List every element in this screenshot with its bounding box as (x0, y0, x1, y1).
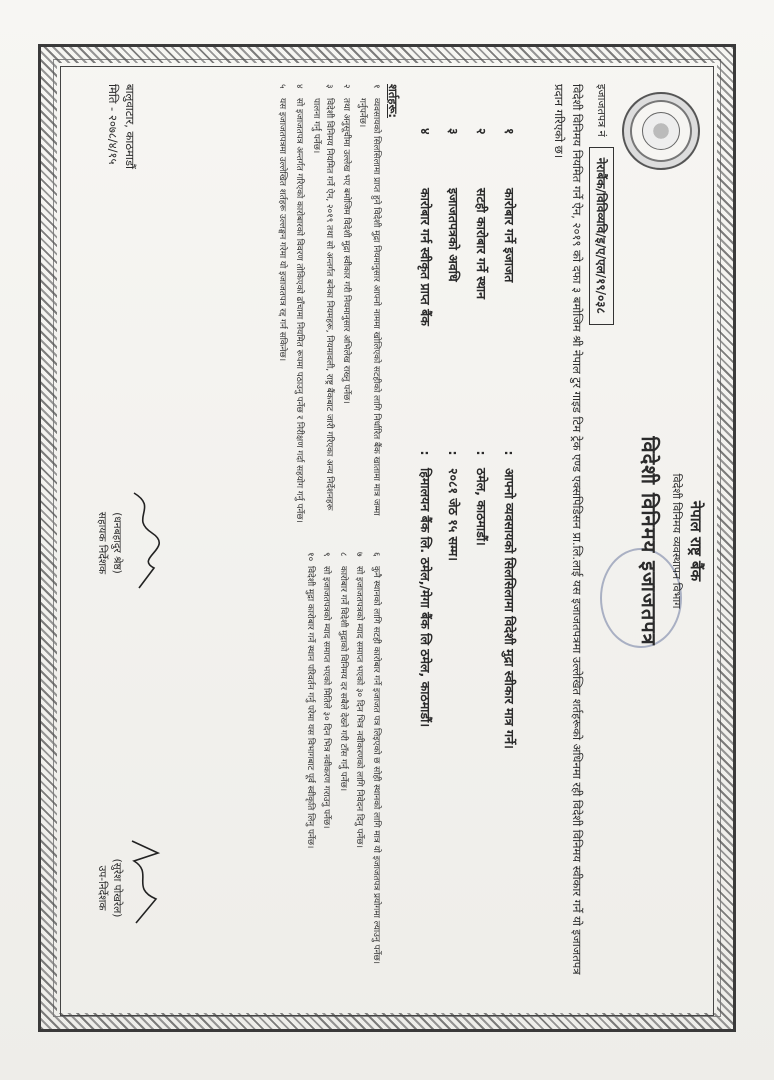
condition-item (291, 84, 305, 530)
detail-number: ४ (418, 128, 434, 135)
detail-label: इजाजतपत्रको अवधि (446, 188, 462, 282)
signature-block-assistant-director (94, 468, 164, 618)
detail-value: २०८१ जेठ १५ सम्म। (446, 468, 462, 561)
detail-number: ३ (446, 128, 462, 135)
condition-number: ४ (294, 84, 305, 89)
detail-row (468, 128, 496, 988)
intro-paragraph: विदेशी विनिमय नियमित गर्ने ऐन, २०१९ को दफा ३ बमोजिम श्री नेपाल टुर गाइड टिम ट्रेक एण्ड एक्सपिडिसन प्रा.लि.लाई यस इजाजतपत्रमा उल्लेखित शर्तहरूको अधिनमा रही विदेशी विनिमय स्वीकार गर्ने यो इजाजतपत्र प्रदान गरिएको छ। (552, 84, 584, 975)
condition-number: ७ (354, 552, 365, 557)
signer-title: सहायक निर्देशक (96, 511, 108, 575)
detail-value: हिमालयन बैंक लि. ठमेल,/मेगा बैंक लि ठमेल, काठमाडौं। (418, 468, 434, 728)
condition-text: विदेशी विनिमय नियमित गर्ने ऐन, २०१९ तथा सो अन्तर्गत बनेका नियमहरू, नियमावली, राष्ट्र बैंकबाट जारी गरिएका अन्य निर्देशनहरू पालना गर्नु पर्नेछ। (310, 98, 335, 511)
conditions-list (272, 84, 382, 999)
detail-colon: : (474, 450, 490, 456)
date-label: मिति - (106, 84, 120, 112)
condition-text: सो इजाजतपत्रको म्याद समाप्त भएको मितिले ३० दिन भित्र नवीकरण गराउनु पर्नेछ। (321, 566, 332, 829)
reference-label: इजाजतपत्र नं (595, 84, 608, 137)
detail-label: कारोबार गर्ने इजाजत (502, 188, 518, 283)
condition-item (335, 552, 349, 998)
condition-item (352, 552, 366, 998)
conditions-right-column (272, 552, 382, 998)
conditions-heading: शर्तहरू: (386, 84, 400, 119)
condition-text: व्यवसायको सिलसिलामा प्राप्त हुने विदेशी मुद्रा नियमानुसार आफ्नो नाममा खोलिएको सटहीको लागि निर्धारित बैंक खातामा मात्र जम्मा गर्नुपर्नेछ। (357, 98, 381, 516)
condition-number: २ (340, 84, 351, 89)
detail-label: कारोबार गर्न स्वीकृत प्राप्त बैंक (418, 188, 434, 326)
condition-number: ८ (337, 552, 348, 557)
condition-text: सो इजाजतपत्र अन्तर्गत गरिएको कारोबारको विवरण तोकिएको ढाँचामा नियमित रूपमा पठाउनु पर्नेछ र निरीक्षण गर्दा सहयोग गर्नु पर्नेछ। (294, 98, 305, 523)
condition-item (302, 552, 316, 998)
detail-row (412, 128, 440, 988)
department-name: विदेशी विनिमय व्यवस्थापन विभाग (670, 473, 683, 609)
detail-value: ठमेल, काठमाडौं। (474, 468, 490, 546)
certificate-header (636, 68, 706, 1014)
condition-text: कुनै स्थानको लागि सटही कारोबार गर्ने इजाजत पत्र लिइएको छ सोही स्थानको लागि मात्र यो इजाजतपत्र प्रयोगमा ल्याउनु पर्नेछ। (371, 566, 381, 964)
condition-text: कारोबार गर्ने विदेशी मुद्राको विनिमय दर सबैले देख्ने गरी टाँस गर्नु पर्नेछ। (337, 566, 348, 792)
certificate-title: विदेशी विनिमय इजाजतपत्र (637, 436, 661, 646)
condition-item (338, 84, 352, 530)
detail-colon: : (502, 450, 518, 456)
signer-name: (सुरेश पोखरेल) (111, 858, 123, 918)
detail-number: २ (474, 128, 490, 135)
signer-title: उप-निर्देशक (96, 865, 108, 911)
condition-text: सो इजाजतपत्रको म्याद समाप्त भएको ३० दिन भित्र नवीकरणको लागि निवेदन दिनु पर्नेछ। (354, 566, 365, 848)
date-value: २०७८/४/१५ (106, 114, 120, 165)
condition-number: ३ (324, 84, 335, 89)
detail-row (440, 128, 468, 988)
place-date-block (104, 84, 138, 169)
condition-text: तथा अनुसूचीमा उल्लेख भए बमोजिम विदेशी मुद्रा स्वीकार गरी नियमानुसार अभिलेख राख्नु पर्नेछ। (340, 98, 351, 404)
reference-row (589, 84, 614, 325)
condition-item (355, 84, 382, 530)
condition-item (275, 84, 289, 530)
condition-text: यस इजाजतपत्रमा उल्लेखित शर्तहरू उल्लङ्घन गरेमा यो इजाजतपत्र रद्द गर्न सकिनेछ। (277, 98, 288, 362)
signature-block-deputy-director (94, 813, 164, 963)
condition-number: ९ (321, 552, 332, 557)
conditions-left-column (272, 84, 382, 530)
condition-item (368, 552, 382, 998)
date-row (104, 84, 121, 169)
bank-name: नेपाल राष्ट्र बैंक (687, 500, 705, 582)
condition-item (319, 552, 333, 998)
reference-number: नेराबैंक/विविव्यवि/इ/ए/एल/१९/०३८ (589, 147, 614, 325)
license-details (412, 128, 524, 988)
detail-colon: : (446, 450, 462, 456)
place: बालुवाटार, काठमाडौं (123, 84, 137, 169)
detail-value: आफ्नो व्यवसायको सिलसिलामा विदेशी मुद्रा स्वीकार मात्र गर्ने। (502, 468, 518, 749)
condition-item (308, 84, 335, 530)
detail-colon: : (418, 450, 434, 456)
signature-icon (124, 813, 164, 963)
signer-name: (धनबहादुर श्रेष्ठ) (111, 512, 123, 574)
condition-number: १ (371, 84, 381, 89)
detail-number: १ (502, 128, 518, 135)
detail-row (496, 128, 524, 988)
condition-number: ६ (371, 552, 381, 557)
condition-text: विदेशी मुद्रा कारोबार गर्ने स्थान परिवर्तन गर्नु परेमा यस विभागबाट पूर्व स्वीकृति लिनु पर्नेछ। (304, 566, 315, 849)
condition-number: ५ (277, 84, 288, 89)
detail-label: सटही कारोबार गर्ने स्थान (474, 188, 490, 300)
signature-icon (124, 468, 164, 618)
rotated-certificate (62, 68, 712, 1014)
condition-number: १० (304, 552, 315, 562)
